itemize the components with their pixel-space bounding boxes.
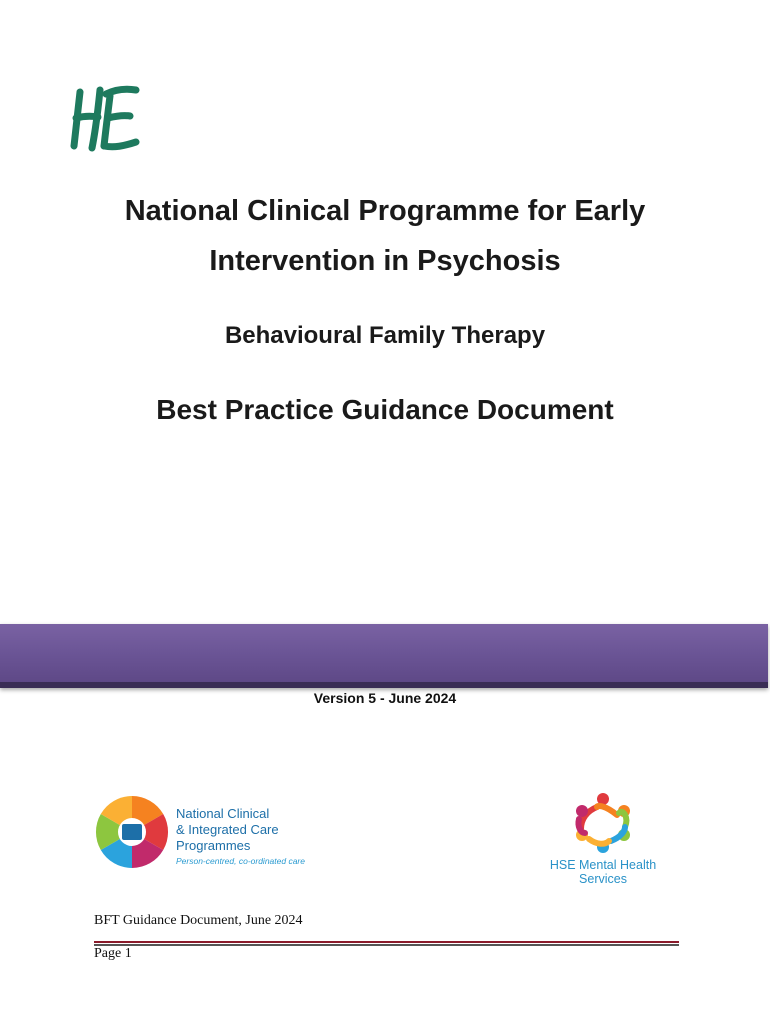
version-label: Version 5 - June 2024	[313, 690, 457, 706]
ncp-logo-line-2: & Integrated Care Programmes	[176, 822, 279, 853]
mhs-logo	[528, 788, 678, 886]
document-type-heading: Best Practice Guidance Document	[156, 394, 614, 425]
document-subtitle: Behavioural Family Therapy	[224, 322, 546, 349]
ncp-logo-tagline: Person-centred, co-ordinated care	[176, 856, 305, 866]
mhs-logo-label: HSE Mental Health Services	[549, 858, 657, 886]
ncp-wheel-icon	[94, 794, 170, 870]
footer-document-line: BFT Guidance Document, June 2024	[94, 913, 303, 928]
people-circle-icon	[565, 788, 641, 858]
footer-divider	[94, 941, 679, 946]
document-title	[0, 186, 770, 286]
decorative-band	[0, 624, 768, 688]
page-number: Page 1	[94, 946, 132, 961]
hse-logo	[66, 82, 150, 156]
title-line-2: Intervention in Psychosis	[209, 245, 561, 277]
title-line-1: National Clinical Programme for Early	[124, 195, 646, 227]
ncp-logo-line-1: National Clinical	[176, 806, 270, 821]
ncp-logo	[94, 794, 334, 872]
